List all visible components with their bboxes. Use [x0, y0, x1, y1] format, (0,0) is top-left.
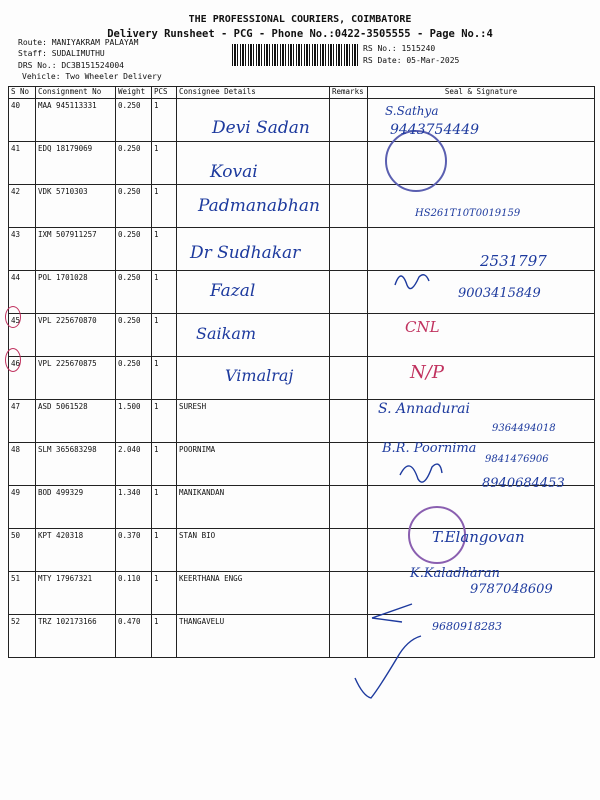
sno-cell: 46	[9, 357, 36, 400]
pcs-cell: 1	[152, 615, 177, 658]
sno-cell: 40	[9, 99, 36, 142]
handwritten-signature: 9680918283	[432, 620, 502, 633]
sno-cell: 48	[9, 443, 36, 486]
handwritten-signature: S.Sathya	[385, 104, 439, 118]
consignee-cell: STAN BIO	[177, 529, 330, 572]
pcs-cell: 1	[152, 486, 177, 529]
handwritten-signature: S. Annadurai	[378, 401, 470, 417]
handwritten-signature: 9787048609	[470, 582, 553, 597]
pcs-cell: 1	[152, 185, 177, 228]
handwritten-signature: 9364494018	[492, 423, 556, 434]
consignment-cell: POL 1701028	[36, 271, 116, 314]
sno-cell: 51	[9, 572, 36, 615]
col-header: Weight	[116, 87, 152, 99]
weight-cell: 0.470	[116, 615, 152, 658]
weight-cell: 1.500	[116, 400, 152, 443]
consignee-cell: SURESH	[177, 400, 330, 443]
consignment-cell: BOD 499329	[36, 486, 116, 529]
signature-scribble	[395, 275, 429, 289]
remark-np: N/P	[410, 362, 444, 383]
pcs-cell: 1	[152, 228, 177, 271]
pcs-cell: 1	[152, 271, 177, 314]
pcs-cell: 1	[152, 99, 177, 142]
handwritten-signature: T.Elangovan	[432, 528, 525, 546]
runsheet-subtitle: Delivery Runsheet - PCG - Phone No.:0422-3505555 - Page No.:4	[107, 28, 493, 40]
consignee-cell: MANIKANDAN	[177, 486, 330, 529]
consignment-cell: VPL 225670875	[36, 357, 116, 400]
signature-scribble	[400, 464, 442, 482]
handwritten-signature: K.Kaladharan	[410, 566, 500, 581]
pcs-cell: 1	[152, 314, 177, 357]
handwritten-signature: 2531797	[480, 252, 547, 270]
col-header: Consignee Details	[177, 87, 330, 99]
consignee-cell: THANGAVELU	[177, 615, 330, 658]
weight-cell: 1.340	[116, 486, 152, 529]
weight-cell: 0.250	[116, 142, 152, 185]
col-header: Consignment No	[36, 87, 116, 99]
pcs-cell: 1	[152, 443, 177, 486]
consignment-cell: SLM 365683298	[36, 443, 116, 486]
weight-cell: 0.250	[116, 271, 152, 314]
rs-date: RS Date: 05-Mar-2025	[363, 56, 460, 65]
consignment-cell: TRZ 102173166	[36, 615, 116, 658]
handwritten-name: Devi Sadan	[212, 118, 310, 138]
weight-cell: 0.250	[116, 314, 152, 357]
consignment-cell: VDK 5710303	[36, 185, 116, 228]
staff-label: Staff: SUDALIMUTHU	[18, 49, 105, 58]
signature-scribble	[355, 636, 421, 698]
remark-cnl: CNL	[405, 318, 440, 336]
handwritten-name: Kovai	[210, 162, 258, 182]
weight-cell: 0.370	[116, 529, 152, 572]
consignment-cell: EDQ 18179069	[36, 142, 116, 185]
pcs-cell: 1	[152, 400, 177, 443]
weight-cell: 0.250	[116, 185, 152, 228]
pcs-cell: 1	[152, 357, 177, 400]
consignment-cell: KPT 420318	[36, 529, 116, 572]
weight-cell: 2.040	[116, 443, 152, 486]
consignment-cell: IXM 507911257	[36, 228, 116, 271]
rs-number: RS No.: 1515240	[363, 44, 436, 53]
handwritten-name: Fazal	[210, 281, 256, 301]
handwritten-signature: 9003415849	[458, 286, 541, 301]
sno-cell: 41	[9, 142, 36, 185]
drs-label: DRS No.: DC3B151524004	[18, 61, 124, 70]
col-header: PCS	[152, 87, 177, 99]
sno-cell: 49	[9, 486, 36, 529]
handwritten-signature: 9443754449	[390, 122, 480, 138]
weight-cell: 0.250	[116, 99, 152, 142]
weight-cell: 0.110	[116, 572, 152, 615]
pcs-cell: 1	[152, 572, 177, 615]
handwritten-signature: B.R. Poornima	[382, 441, 477, 456]
company-title: THE PROFESSIONAL COURIERS, COIMBATORE	[188, 14, 412, 25]
consignment-cell: ASD 5061528	[36, 400, 116, 443]
handwritten-name: Saikam	[196, 324, 257, 343]
handwritten-signature: HS261T10T0019159	[415, 208, 521, 219]
handwritten-name: Dr Sudhakar	[190, 243, 301, 263]
col-header: Remarks	[330, 87, 368, 99]
sno-cell: 44	[9, 271, 36, 314]
consignment-cell: MTY 17967321	[36, 572, 116, 615]
signature-scribble	[372, 604, 412, 622]
vehicle-label: Vehicle: Two Wheeler Delivery	[22, 72, 162, 81]
route-label: Route: MANIYAKRAM PALAYAM	[18, 38, 139, 47]
consignee-cell: POORNIMA	[177, 443, 330, 486]
sno-cell: 42	[9, 185, 36, 228]
pcs-cell: 1	[152, 529, 177, 572]
sno-cell: 45	[9, 314, 36, 357]
handwritten-name: Vimalraj	[225, 366, 294, 385]
consignment-cell: VPL 225670870	[36, 314, 116, 357]
handwritten-name: Padmanabhan	[198, 196, 320, 216]
weight-cell: 0.250	[116, 228, 152, 271]
col-header: S No	[9, 87, 36, 99]
weight-cell: 0.250	[116, 357, 152, 400]
sno-cell: 50	[9, 529, 36, 572]
handwritten-signature: 9841476906	[485, 454, 549, 465]
col-header: Seal & Signature	[368, 87, 595, 99]
sno-cell: 43	[9, 228, 36, 271]
sno-cell: 47	[9, 400, 36, 443]
sno-cell: 52	[9, 615, 36, 658]
consignment-cell: MAA 945113331	[36, 99, 116, 142]
pcs-cell: 1	[152, 142, 177, 185]
handwritten-signature: 8940684453	[482, 476, 565, 491]
consignee-cell: KEERTHANA ENGG	[177, 572, 330, 615]
